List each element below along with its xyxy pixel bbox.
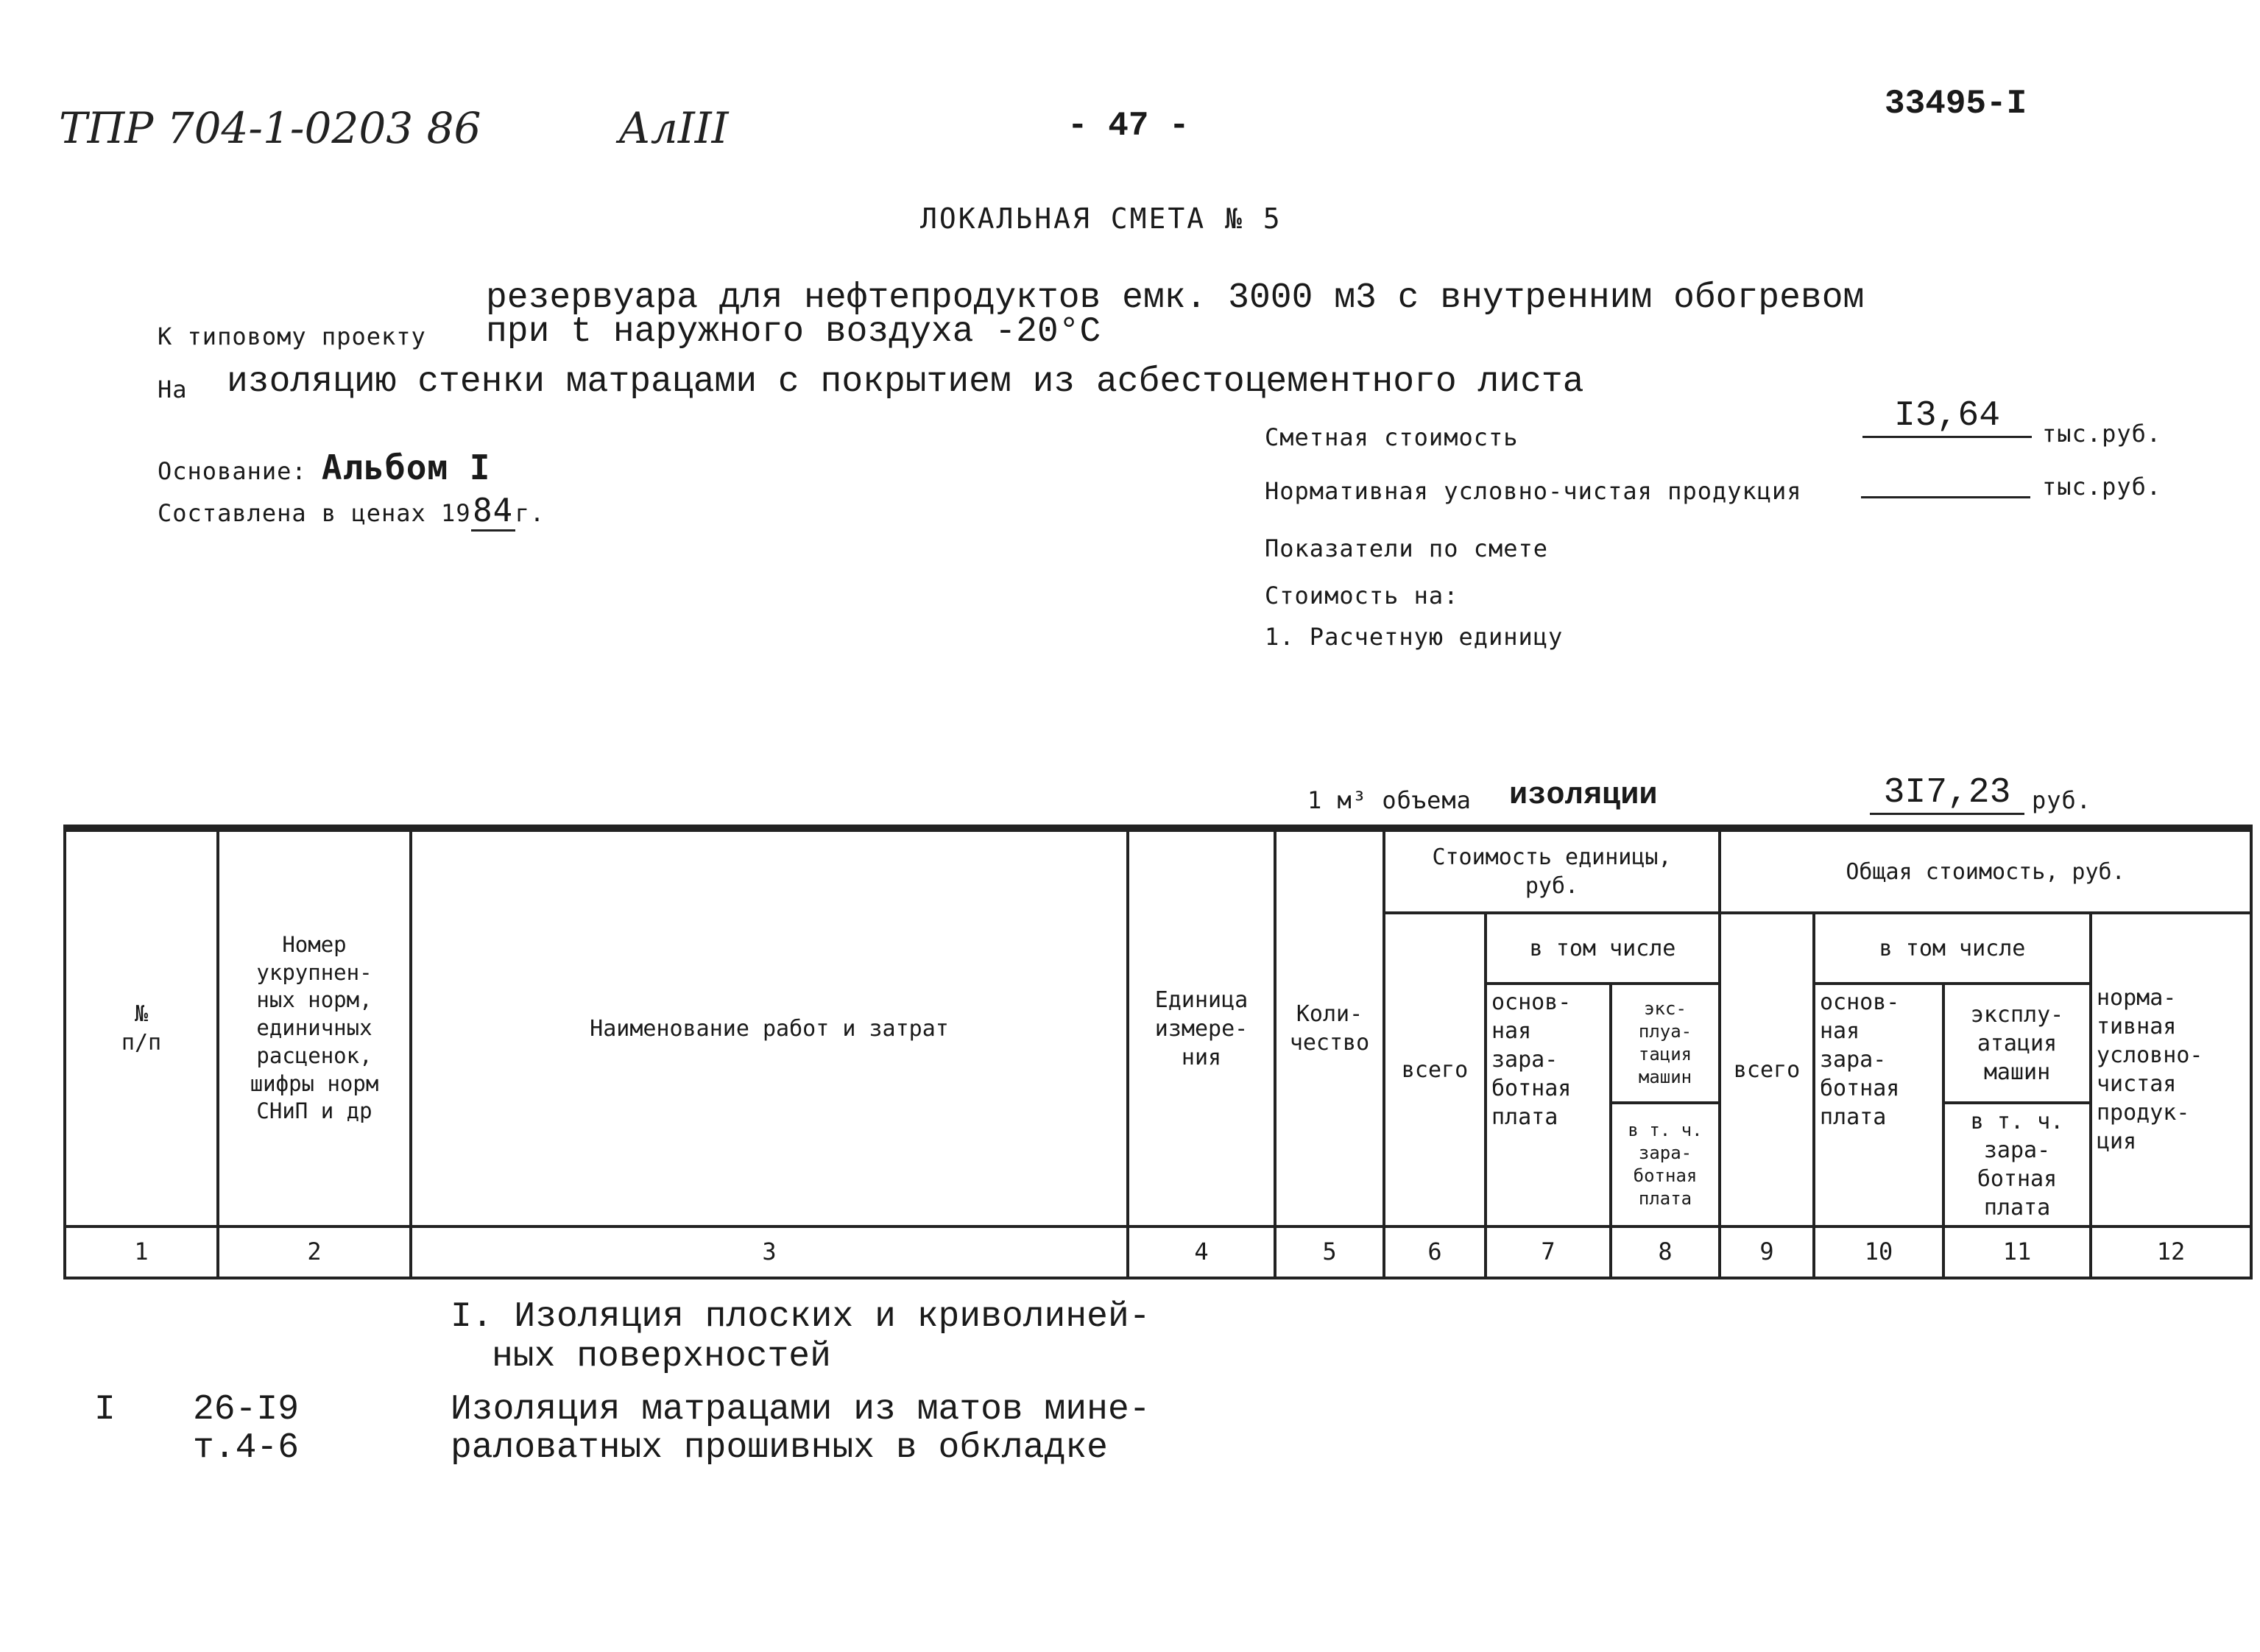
- estimate-title: ЛОКАЛЬНАЯ СМЕТА № 5: [920, 202, 1282, 235]
- column-number-10: 10: [1814, 1226, 1943, 1278]
- header-unit-cost: Стоимость единицы, руб.: [1384, 828, 1720, 913]
- header-number: № п/п: [65, 828, 218, 1226]
- section-heading-line-2: ных поверхностей: [492, 1337, 831, 1377]
- estimated-cost-unit: тыс.руб.: [2042, 420, 2162, 448]
- column-number-1: 1: [65, 1226, 218, 1278]
- prices-suffix: г.: [515, 499, 545, 527]
- column-number-9: 9: [1720, 1226, 1814, 1278]
- row-1-number: I: [94, 1390, 116, 1430]
- row-1-name-1: Изоляция матрацами из матов мине-: [451, 1390, 1151, 1430]
- header-normative: норма- тивная условно- чистая продук- ция: [2091, 913, 2251, 1226]
- header-codes: Номер укрупнен- ных норм, единичных расценок, шифры норм СНиП и др: [218, 828, 411, 1226]
- basis: [158, 448, 490, 487]
- prices-label: Составлена в ценах 19: [158, 499, 471, 527]
- header-unit-incl: в том числе: [1486, 913, 1720, 984]
- column-number-12: 12: [2091, 1226, 2251, 1278]
- unit-cost-value: 3I7,23: [1870, 773, 2024, 815]
- normative-label: Нормативная условно-чистая продукция: [1265, 477, 1802, 505]
- column-number-7: 7: [1486, 1226, 1611, 1278]
- work-label: На: [158, 375, 188, 403]
- unit-cost-label: 1 м³ объема: [1307, 786, 1472, 814]
- header-unit-all: всего: [1384, 913, 1486, 1226]
- header-unit: Единица измере- ния: [1128, 828, 1275, 1226]
- unit-cost-item: изоляции: [1509, 777, 1658, 813]
- cost-per-heading: Стоимость на:: [1265, 582, 1459, 610]
- estimated-cost-value: I3,64: [1862, 396, 2032, 438]
- column-number-5: 5: [1275, 1226, 1384, 1278]
- indicators-heading: Показатели по смете: [1265, 534, 1549, 562]
- project-line-1: резервуара для нефтепродуктов емк. 3000 м3 с внутренним обогревом: [486, 278, 1865, 318]
- header-total-machines: эксплу- атация машин: [1943, 984, 2091, 1103]
- document-number: 33495-I: [1885, 85, 2027, 123]
- header-total-all: всего: [1720, 913, 1814, 1226]
- estimate-table: [63, 825, 2253, 1279]
- basis-value: Альбом I: [321, 448, 491, 487]
- header-unit-machine-wage: в т. ч. зара- ботная плата: [1611, 1103, 1720, 1226]
- column-number-11: 11: [1943, 1226, 2091, 1278]
- unit-cost-unit: руб.: [2032, 786, 2092, 814]
- normative-value: [1861, 464, 2030, 498]
- column-number-4: 4: [1128, 1226, 1275, 1278]
- prices-year: 84: [471, 492, 515, 532]
- page-number: - 47 -: [1067, 107, 1190, 145]
- header-total-wage: основ- ная зара- ботная плата: [1814, 984, 1943, 1226]
- normative-unit: тыс.руб.: [2042, 473, 2162, 501]
- header-total-machine-wage: в т. ч. зара- ботная плата: [1943, 1103, 2091, 1226]
- handwritten-code: ТПР 704-1-0203 86: [59, 103, 481, 153]
- basis-label: Основание:: [158, 457, 307, 485]
- header-work-name: Наименование работ и затрат: [411, 828, 1128, 1226]
- work-description: изоляцию стенки матрацами с покрытием из асбестоцементного листа: [227, 362, 1584, 402]
- header-total-cost: Общая стоимость, руб.: [1720, 828, 2251, 913]
- column-number-6: 6: [1384, 1226, 1486, 1278]
- header-total-incl: в том числе: [1814, 913, 2091, 984]
- row-1-name-2: раловатных прошивных в обкладке: [451, 1428, 1108, 1468]
- column-number-8: 8: [1611, 1226, 1720, 1278]
- prices-line: [158, 492, 545, 532]
- row-1-code-2: т.4-6: [193, 1428, 300, 1468]
- handwritten-album: АлIII: [618, 103, 729, 153]
- header-unit-machines: экс- плуа- тация машин: [1611, 984, 1720, 1103]
- calc-unit-heading: 1. Расчетную единицу: [1265, 623, 1564, 651]
- project-label: К типовому проекту: [158, 322, 426, 350]
- header-unit-wage: основ- ная зара- ботная плата: [1486, 984, 1611, 1226]
- project-line-2: при t наружного воздуха -20°С: [486, 312, 1101, 352]
- row-1-code-1: 26-I9: [193, 1390, 300, 1430]
- section-heading-line-1: I. Изоляция плоских и криволиней-: [451, 1297, 1151, 1337]
- column-number-2: 2: [218, 1226, 411, 1278]
- column-number-3: 3: [411, 1226, 1128, 1278]
- header-quantity: Коли- чество: [1275, 828, 1384, 1226]
- estimated-cost-label: Сметная стоимость: [1265, 423, 1519, 451]
